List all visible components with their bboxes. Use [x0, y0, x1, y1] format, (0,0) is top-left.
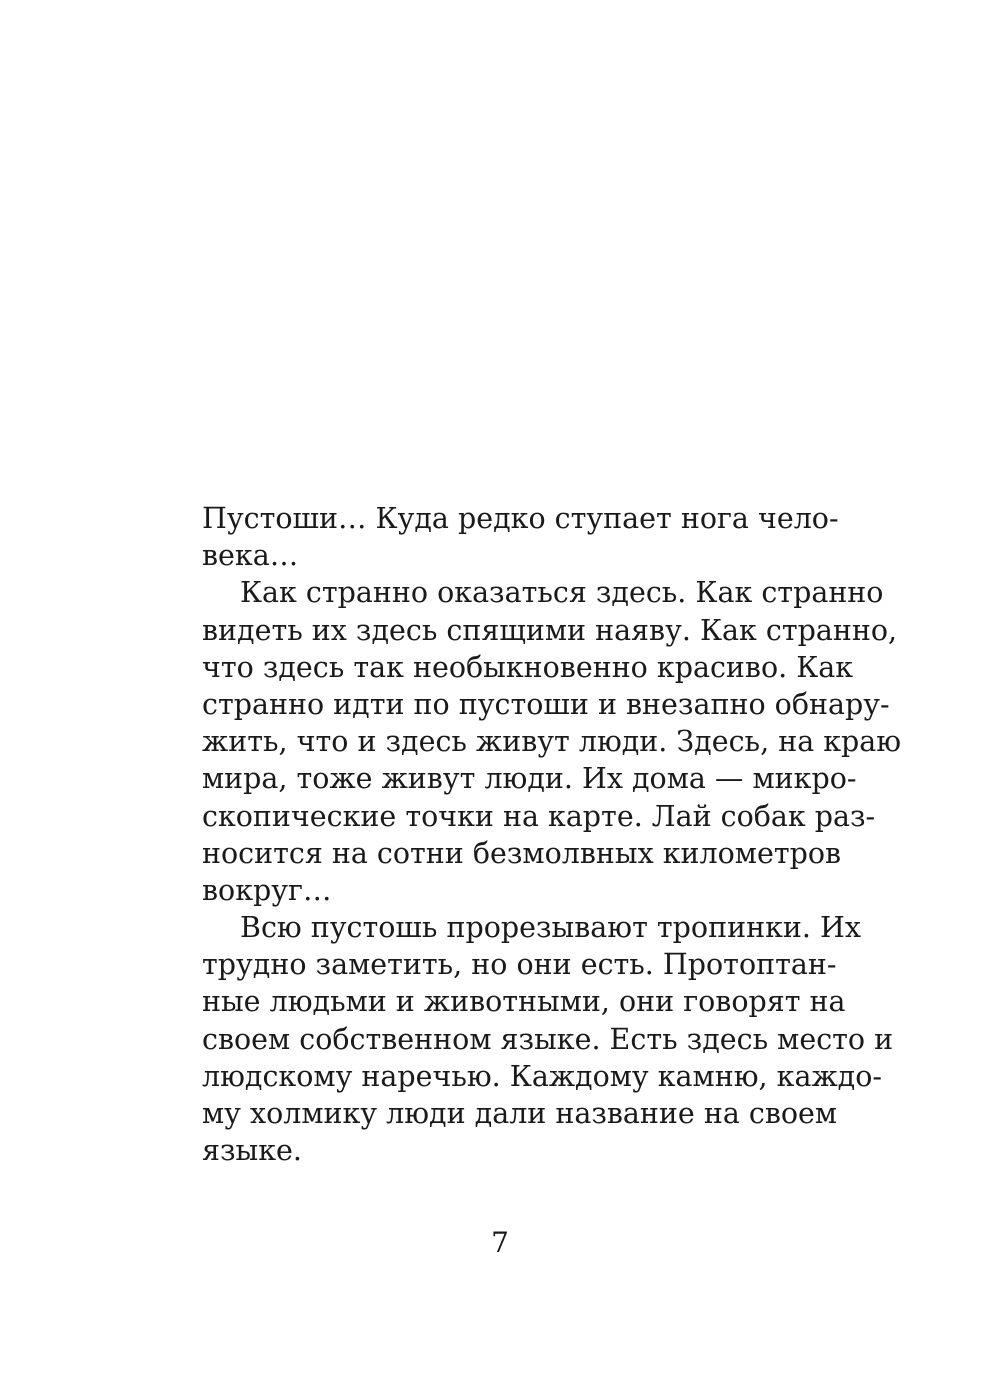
text-line: вокруг…: [202, 873, 332, 907]
text-line: людскому наречью. Каждому камню, каждо-: [202, 1059, 883, 1093]
text-line: му холмику люди дали название на своем: [202, 1097, 838, 1130]
text-line: ные людьми и животными, они говорят на: [202, 985, 846, 1019]
body-text: [202, 500, 902, 1169]
text-line: что здесь так необыкновенно красиво. Как: [202, 650, 854, 684]
text-line: носится на сотни безмолвных километров: [202, 836, 842, 870]
text-line: скопические точки на карте. Лай собак раз-: [202, 799, 876, 833]
text-line: языке.: [202, 1134, 302, 1168]
text-line: своем собственном языке. Есть здесь место и: [202, 1022, 894, 1056]
text-line: века…: [202, 539, 299, 573]
text-line: Всю пустошь прорезывают тропинки. Их: [240, 911, 861, 945]
text-line: Как странно оказаться здесь. Как странно: [240, 576, 884, 610]
page-number: 7: [491, 1226, 509, 1259]
text-line: Пустоши… Куда редко ступает нога чело-: [202, 502, 839, 535]
text-line: видеть их здесь спящими наяву. Как странно,: [202, 613, 898, 647]
text-line: странно идти по пустоши и внезапно обнару-: [202, 687, 890, 721]
text-line: мира, тоже живут люди. Их дома — микро-: [202, 762, 857, 796]
text-line: трудно заметить, но они есть. Протоптан-: [202, 948, 837, 982]
text-line: жить, что и здесь живут люди. Здесь, на краю: [202, 725, 902, 759]
